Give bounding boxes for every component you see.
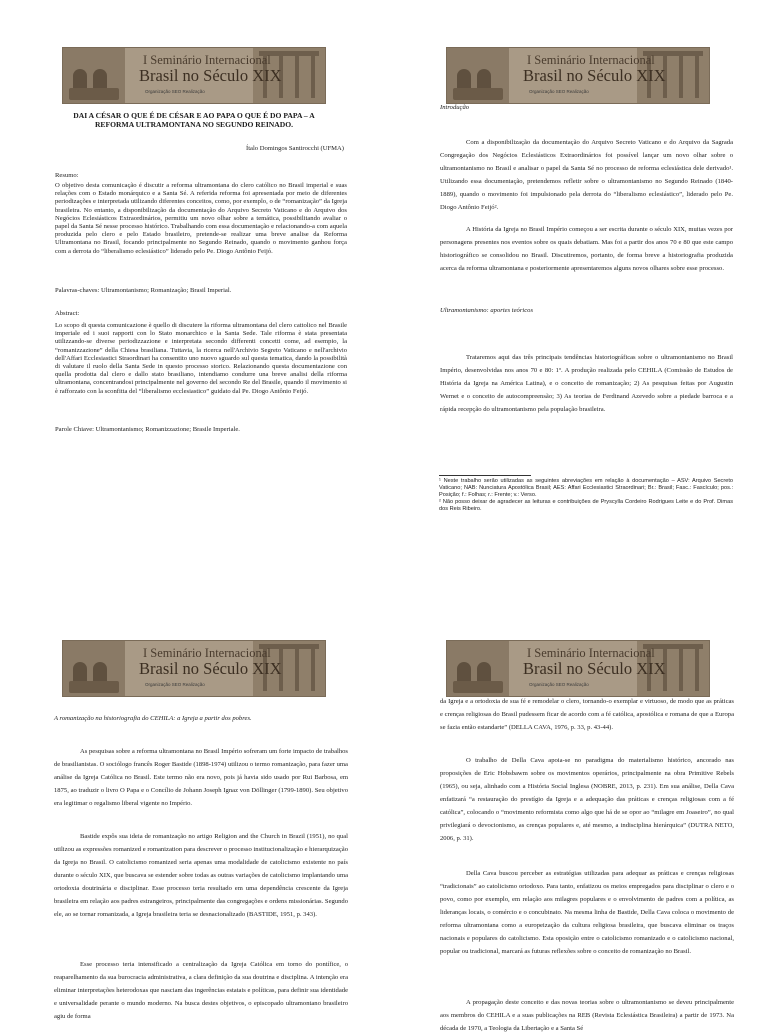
intro-paragraph-1: Com a disponibilização da documentação do Arquivo Secreto Vaticano e do Arquivo da Sagrada Congregação dos Negócios Eclesiásticos Extraordinários foi possível lançar um novo olhar sobre o ultramontanismo no Brasil e analisar o papel da Santa Sé no processo de reforma eclesiástica dele derivado¹. Utilizando essa documentação, pretendemos refletir sobre o ultramontanismo no Segundo Reinado (1840-1889), quando o movimento foi impulsionado pela derrota do “liberalismo eclesiástico”, liderado pelo Pe. Diogo Antônio Feijó². (440, 139, 733, 211)
page-3 (0, 512, 384, 1024)
banner-footer: Organização SEO Realização (529, 682, 589, 687)
paragraph-1: As pesquisas sobre a reforma ultramontana no Brasil Império sofreram um forte impacto de trabalhos de brasilianistas. O sociólogo francês Roger Bastide (1898-1974) utilizou o termo romanização, para fazer uma análise da Igreja Católica no Brasil. Este termo não era novo, pois já havia sido usado por Rui Barbosa, em 1875, ao traduzir o livro O Papa e o Concílio de Johann Joseph Ignaz von Döllinger (1799-1890). Seu objetivo era legitimar o regalismo liberal vigente no Império. (54, 748, 348, 807)
conference-banner (62, 640, 326, 697)
banner-illustration-left (63, 48, 125, 103)
resumo-text: O objetivo desta comunicação é discutir a reforma ultramontana do clero católico no Brasil imperial e suas relações com o Estado monárquico e a Santa Sé. A referida reforma foi apresentada por meio de diferentes periodizações e interpretada utilizando diferentes conceitos, como, por exemplo, o de “romanização” da Igreja brasileira. No entanto, a disponibilização da documentação do Arquivo Secreto Vaticano e do Arquivo dos Negócios Eclesiásticos Extraordinários, permitiu um novo olhar sobre a temática, possibilitando avaliar o papel da Santa Sé nesse processo histórico. Trabalhando com essa documentação e relacionando-a com aquela produzida pelo clero e pelo Estado brasileiro, pretende-se realizar uma breve analise da Reforma Ultramontana no Brasil, focando principalmente no Segundo Reinado, quando o movimento ganhou força com a derrota do “liberalismo eclesiástico” liderado pelo Pe. Diogo Antônio Feijó. (55, 182, 347, 255)
footnote-2: ² Não posso deixar de agradecer as leituras e contribuições de Pryscylla Cordeiro Rodrigues Leite e do Prof. Dimas dos Reis Ribeiro. (439, 499, 733, 513)
conference-banner (62, 47, 326, 104)
intro-paragraph-2: A História da Igreja no Brasil Império começou a ser escrita durante o século XIX, muitas vezes por personagens presentes nos eventos sobre os quais debatiam. Mas foi a partir dos anos 70 e 80 que este campo historiográfico se consolidou no Brasil. Discutiremos, portanto, de forma breve a historiografia produzida acerca da reforma ultramontana e posteriormente apresentaremos alguns novos olhares sobre esse processo. (440, 226, 733, 272)
banner-footer: Organização SEO Realização (145, 89, 205, 94)
banner-footer: Organização SEO Realização (145, 682, 205, 687)
banner-line2: Brasil no Século XIX (523, 66, 666, 85)
conference-banner (446, 640, 710, 697)
section-heading: Ultramontanismo: aportes teóricos (440, 307, 534, 314)
banner-illustration-left (447, 641, 509, 696)
page-1 (0, 0, 384, 512)
banner-illustration-left (447, 48, 509, 103)
paragraph-2: Bastide expôs sua ideia de romanização no artigo Religion and the Church in Brazil (1951), no qual utilizou as expressões romanized e romanization para descrever o processo institucionalização e hierarquização da Igreja no Brasil. O catolicismo romanized seria apenas uma modalidade de catolicismo existente no país durante o século XIX, que buscava se estender sobre todas as outras variações de catolicismo implantando uma ortodoxia doutrinária e disciplinar. Esse processo teria resultado em uma dependência crescente da Igreja brasileira em relação aos padres estrangeiros, principalmente das congregações e ordens missionárias. Segundo ele, ao se tornar romanizada, a Igreja brasileira teria se desnacionalizado (BASTIDE, 1951, p. 343). (54, 833, 348, 918)
section-paragraph: Trataremos aqui das três principais tendências historiográficas sobre o ultramontanismo no Brasil Império, desenvolvidas nos anos 70 e 80: 1º. A produção realizada pelo CEHILA (Comissão de Estudos de História da Igreja na América Latina), e o conceito de romanização; 2) As pesquisas feitas por Augustin Wernet e o conceito de autocompreensão; 3) As teorias de Ferdinand Azevedo sobre a piedade barroca e a rápida recepção do ultramontanismo pela população brasileira. (440, 354, 733, 413)
paragraph-3: Esse processo teria intensificado a centralização da Igreja Católica em torno do pontífice, o reaparelhamento da sua burocracia administrativa, a clara definição da sua doutrina e disciplina. A intenção era eliminar interpretações heterodoxas que nasciam das ingerências estatais e políticas, para definir sua identidade e universalidade perante o mundo moderno. Na busca destes objetivos, o episcopado ultramontano brasileiro agiu de forma (54, 961, 348, 1020)
banner-line1: I Seminário Internacional (527, 646, 655, 660)
banner-footer: Organização SEO Realização (529, 89, 589, 94)
resumo-label: Resumo: (55, 172, 79, 179)
introducao-heading: Introdução (440, 104, 470, 111)
author: Ítalo Domingos Santirocchi (UFMA) (246, 145, 344, 152)
paragraph-2: Della Cava buscou perceber as estratégias utilizadas para adequar as práticas e crenças religiosas “tradicionais” ao catolicismo ortodoxo. Para tanto, enfatizou os meios empregados para disciplinar o clero e o povo, como por exemplo, em relação aos milagres populares e o envolvimento de padres com a política, as lideranças locais, o comércio e o concubinato. Na mesma linha de Bastide, Della Cava coloca o movimento de reforma ultramontana como a europeização da cultura religiosa brasileira, que buscava eliminar os traços nacionais e populares do catolicismo. Esta oposição entre o catolicismo romanizado e o catolicismo nacional, popular ou tradicional, marcará as futuras reflexões sobre o conceito de romanização no Brasil. (440, 870, 734, 955)
paragraph-0: da Igreja e a ortodoxia de sua fé e remodelar o clero, tornando-o exemplar e virtuoso, de modo que as práticas e crenças religiosas do Brasil pudessem ficar de acordo com a fé católica, apostólica e romana de que a Europa se fazia então estandarte” (DELLA CAVA, 1976, p. 33, p. 43-44). (440, 698, 734, 731)
page-2 (384, 0, 768, 512)
abstract-label: Abstract: (55, 310, 80, 317)
banner-line2: Brasil no Século XIX (139, 66, 282, 85)
banner-line1: I Seminário Internacional (527, 53, 655, 67)
abstract-text: Lo scopo di questa comunicazione è quello di discutere la riforma ultramontana del clero cattolico nel Brasile imperiale ed i suoi rapporti con lo Stato monarchico e la Santa Sede. Tale riforma è stata presentata utilizzando-se diverse periodizzazione e interpretata secondo differenti concetti come, ad esempio, la “romanizzazione” della Chiesa brasiliana. Tuttavia, la ricerca nell'Archivio Segreto Vaticano e nell'archivio dell'Affari Ecclesiastici Straordinari ha consentito uno nuovo sguardo sul questa tematica, dando la possibilità di valutare il ruolo della Santa Sede in questo processo storico. Relazionando questa documentazione con quella prodotta dal clero e dallo stato brasiliano, intendiamo condurre una breve analisi della riforma ultramontana, concentrandosi principalmente nel governo del secondo Re del Brasile, quando il movimento si è rafforzato con la sconfitta del “liberalismo ecclesiastico” guidato dal Pe. Diogo Antônio Feijó. (55, 322, 347, 395)
page-4 (384, 512, 768, 1032)
paragraph-1: O trabalho de Della Cava apoia-se no paradigma do materialismo histórico, ancorado nas proposições de Eric Hobsbawm sobre os movimentos operários, principalmente na obra Primitive Rebels (1965), ou seja, alinhado com a História Social Inglesa (NOBRE, 2013, p. 231). Em sua análise, Della Cava enfatizará “a restauração do prestígio da Igreja e a adequação das práticas e crenças religiosas com a fé católica”, colocando o “movimento reformista como algo que há de se opor ao “milagre em Joaseiro”, no qual privilegiará o devocionismo, as crenças populares e, até mesmo, a indisciplina hierárquica” (DUTRA NETO, 2006, p. 31). (440, 757, 734, 842)
section-heading: A romanização na historiografia do CEHILA: a Igreja a partir dos pobres. (54, 715, 252, 722)
keywords: Palavras-chaves: Ultramontanismo; Romanização; Brasil Imperial. (55, 287, 232, 294)
footnote-1: ¹ Neste trabalho serão utilizadas as seguintes abreviações em relação à documentação – ASV: Arquivo Secreto Vaticano; NAB: Nunciatura Apostólica Brasil; AES: Affari Ecclesiastici Straordinari; Br.: Brasil; Fasc.: Fascículo; pos.: Posição; f.: Folhas; r.: Frente; v.: Verso. (439, 478, 733, 499)
paragraph-3: A propagação deste conceito e das novas teorias sobre o ultramontanismo se deveu principalmente aos membros do CEHILA e a suas publicações na REB (Revista Eclesiástica Brasileira) a partir de 1973. Na década de 1970, a Teologia da Libertação e a Santa Sé (440, 999, 734, 1032)
footnotes (439, 478, 733, 513)
banner-line2: Brasil no Século XIX (523, 659, 666, 678)
footnote-rule (439, 475, 531, 476)
paper-title: DAI A CÉSAR O QUE É DE CÉSAR E AO PAPA O QUE É DO PAPA – A REFORMA ULTRAMONTANA NO SEGUNDO REINADO. (73, 111, 315, 129)
banner-line2: Brasil no Século XIX (139, 659, 282, 678)
banner-line1: I Seminário Internacional (143, 646, 271, 660)
parole-chiave: Parole Chiave: Ultramontanismo; Romanizzazione; Brasile Imperiale. (55, 426, 240, 433)
conference-banner (446, 47, 710, 104)
banner-illustration-left (63, 641, 125, 696)
banner-line1: I Seminário Internacional (143, 53, 271, 67)
